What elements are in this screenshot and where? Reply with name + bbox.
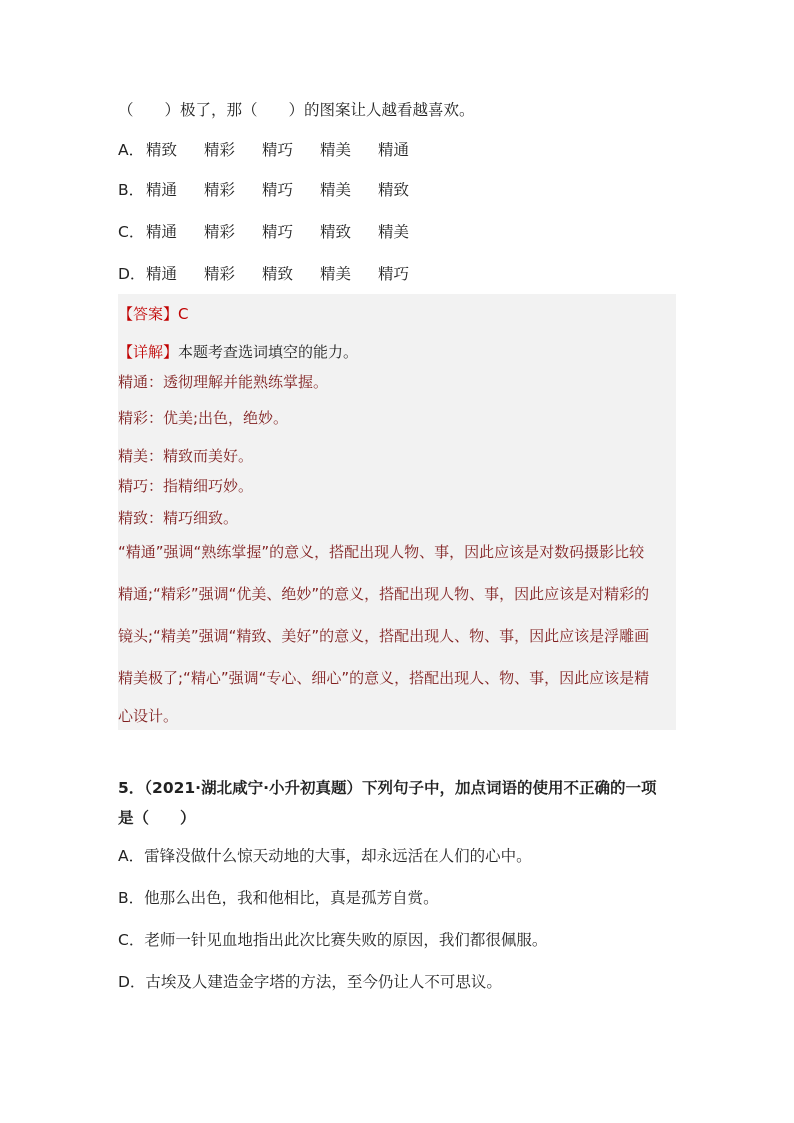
option-word: 精美 xyxy=(320,181,352,199)
q5-option-b: B．他那么出色，我和他相比，真是孤芳自赏。 xyxy=(118,889,439,907)
explanation-line: 精美极了;“精心”强调“专心、细心”的意义，搭配出现人、物、事，因此应该是精 xyxy=(118,669,650,687)
option-word: 精彩 xyxy=(204,141,236,159)
option-word: 精美 xyxy=(320,265,352,283)
option-word: 精彩 xyxy=(204,265,236,283)
option-word: 精巧 xyxy=(378,265,410,283)
option-word: 精通 xyxy=(146,265,178,283)
explanation-line: 精通;“精彩”强调“优美、绝妙”的意义，搭配出现人物、事，因此应该是对精彩的 xyxy=(118,585,650,603)
definition-line: 精美：精致而美好。 xyxy=(118,447,254,465)
answer-value: C xyxy=(178,305,189,323)
explanation-line: 心设计。 xyxy=(118,707,179,725)
option-word: 精巧 xyxy=(262,141,294,159)
answer-panel xyxy=(118,294,676,730)
explanation-line: 镜头;“精美”强调“精致、美好”的意义，搭配出现人、物、事，因此应该是浮雕画 xyxy=(118,627,650,645)
explanation-line: “精通”强调“熟练掌握”的意义，搭配出现人物、事，因此应该是对数码摄影比较 xyxy=(118,543,645,561)
definition-line: 精巧：指精细巧妙。 xyxy=(118,477,254,495)
option-letter: A． xyxy=(118,141,145,159)
option-word: 精通 xyxy=(378,141,410,159)
q5-option-d: D．古埃及人建造金字塔的方法，至今仍让人不可思议。 xyxy=(118,973,502,991)
option-word: 精致 xyxy=(320,223,352,241)
question-5-title: 5．（2021·湖北咸宁·小升初真题）下列句子中，加点词语的使用不正确的一项 xyxy=(118,779,657,797)
detail-text: 本题考查选词填空的能力。 xyxy=(178,343,359,361)
option-a xyxy=(118,140,436,160)
option-word: 精彩 xyxy=(204,223,236,241)
option-b xyxy=(118,180,436,200)
option-word: 精致 xyxy=(262,265,294,283)
option-word: 精致 xyxy=(378,181,410,199)
q5-option-c: C．老师一针见血地指出此次比赛失败的原因，我们都很佩服。 xyxy=(118,931,548,949)
question-stem: （ ）极了，那（ ）的图案让人越看越喜欢。 xyxy=(118,101,475,119)
detail-line xyxy=(118,342,358,362)
option-letter: B． xyxy=(118,181,145,199)
q5-option-a: A．雷锋没做什么惊天动地的大事，却永远活在人们的心中。 xyxy=(118,847,532,865)
option-word: 精美 xyxy=(320,141,352,159)
option-letter: C． xyxy=(118,223,145,241)
option-word: 精彩 xyxy=(204,181,236,199)
option-word: 精巧 xyxy=(262,223,294,241)
answer-line xyxy=(118,304,189,324)
option-word: 精巧 xyxy=(262,181,294,199)
answer-tag: 【答案】 xyxy=(118,305,179,323)
option-word: 精通 xyxy=(146,181,178,199)
option-word: 精美 xyxy=(378,223,410,241)
definition-line: 精通：透彻理解并能熟练掌握。 xyxy=(118,373,329,391)
option-word: 精致 xyxy=(146,141,178,159)
option-d xyxy=(118,264,436,284)
option-c xyxy=(118,222,436,242)
question-5-title-cont: 是（ ） xyxy=(118,809,196,827)
definition-line: 精致：精巧细致。 xyxy=(118,509,239,527)
option-word: 精通 xyxy=(146,223,178,241)
definition-line: 精彩：优美;出色，绝妙。 xyxy=(118,409,289,427)
option-letter: D． xyxy=(118,265,146,283)
detail-tag: 【详解】 xyxy=(118,343,179,361)
